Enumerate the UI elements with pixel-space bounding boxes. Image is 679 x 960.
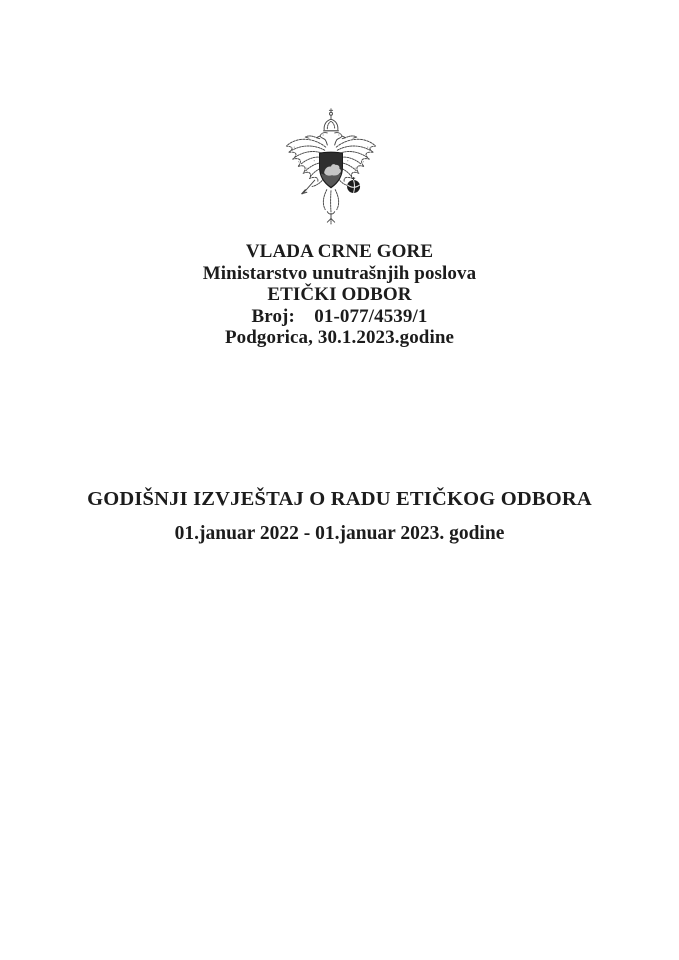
report-title: GODIŠNJI IZVJEŠTAJ O RADU ETIČKOG ODBORA	[87, 488, 592, 510]
letterhead	[0, 241, 679, 349]
eagle-crest-svg	[279, 104, 384, 228]
letterhead-line-ministry: Ministarstvo unutrašnjih poslova	[202, 262, 477, 284]
letterhead-line-reference-number: Broj: 01-077/4539/1	[251, 305, 428, 327]
letterhead-line-place-date: Podgorica, 30.1.2023.godine	[224, 327, 455, 348]
letterhead-line-government: VLADA CRNE GORE	[245, 241, 434, 262]
letterhead-line-committee: ETIČKI ODBOR	[267, 284, 412, 305]
report-period: 01.januar 2022 - 01.januar 2023. godine	[174, 523, 505, 544]
montenegro-coat-of-arms-icon	[279, 104, 384, 228]
